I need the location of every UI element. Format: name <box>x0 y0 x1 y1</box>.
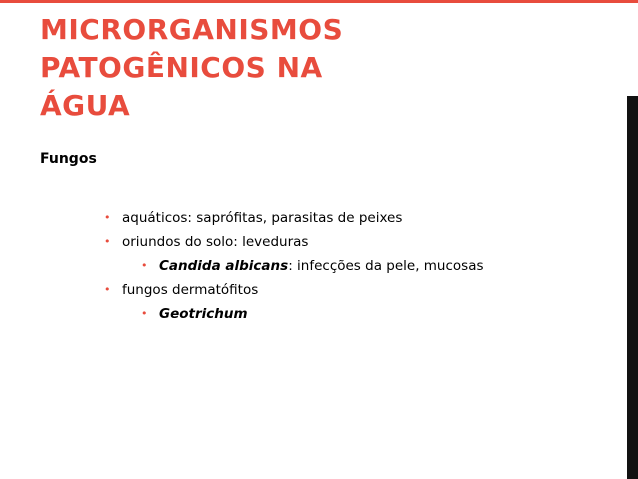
species-name: Candida albicans <box>159 258 289 274</box>
bullet-dot-icon: • <box>104 235 111 248</box>
bullet-text: aquáticos: saprófitas, parasitas de peixes <box>122 210 403 226</box>
bullet-list <box>104 208 484 328</box>
sub-bullet-item <box>104 256 484 280</box>
bullet-dot-icon: • <box>141 307 148 320</box>
bullet-dot-icon: • <box>141 259 148 272</box>
sub-bullet-item <box>104 304 484 328</box>
slide-subtitle: Fungos <box>40 151 97 167</box>
bullet-dot-icon: • <box>104 211 111 224</box>
bullet-text: fungos dermatófitos <box>122 282 259 298</box>
bullet-text: : infecções da pele, mucosas <box>288 258 484 274</box>
bullet-text: oriundos do solo: leveduras <box>122 234 309 250</box>
bullet-item <box>104 280 484 304</box>
bullet-dot-icon: • <box>104 283 111 296</box>
title-line-1: MICRORGANISMOS <box>40 13 344 46</box>
slide-title <box>40 11 400 125</box>
species-name: Geotrichum <box>159 306 248 322</box>
title-line-3: ÁGUA <box>40 89 131 122</box>
title-line-2: PATOGÊNICOS NA <box>40 51 323 84</box>
bullet-item <box>104 208 484 232</box>
bullet-item <box>104 232 484 256</box>
right-edge-bar <box>627 96 638 479</box>
top-accent-bar <box>0 0 638 3</box>
